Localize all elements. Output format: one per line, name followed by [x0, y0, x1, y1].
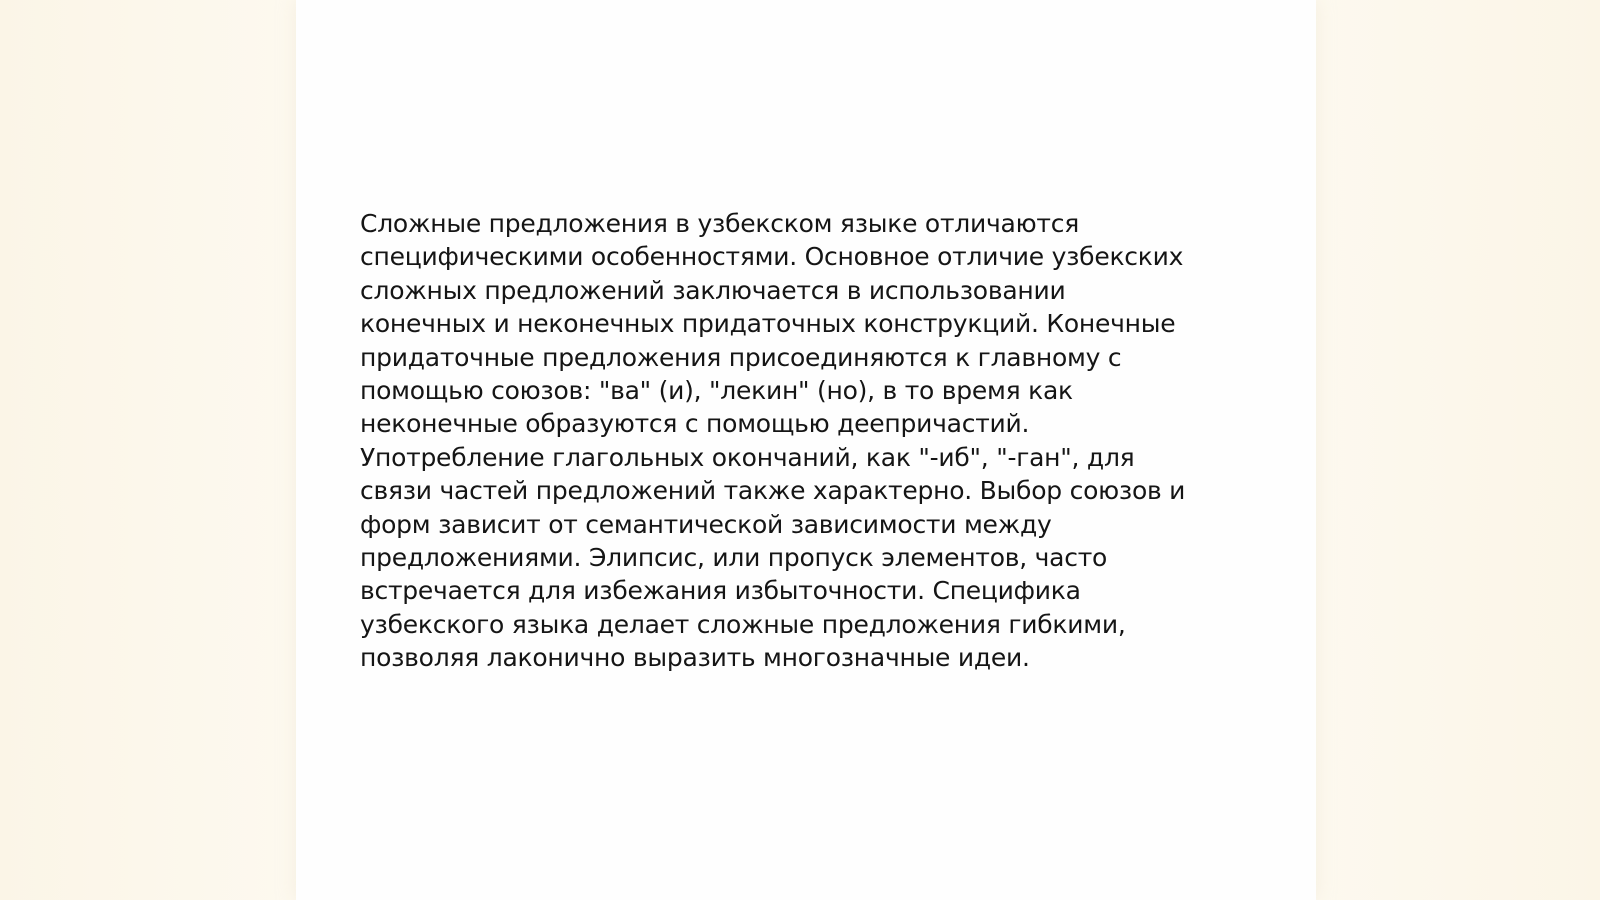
- slide-body-text: Сложные предложения в узбекском языке отличаются специфическими особенностями. Основное отличие узбекских сложных предложений заключается в использовании конечных и неконечных придаточных конструкций. Конечные придаточные предложения присоединяются к главному с помощью союзов: "ва" (и), "лекин" (но), в то время как неконечные образуются с помощью деепричастий. Употребление глагольных окончаний, как "-иб", "-ган", для связи частей предложений также характерно. Выбор союзов и форм зависит от семантической зависимости между предложениями. Элипсис, или пропуск элементов, часто встречается для избежания избыточности. Специфика узбекского языка делает сложные предложения гибкими, позволяя лаконично выразить многозначные идеи.: [360, 209, 1186, 673]
- slide-canvas: [296, 0, 1316, 900]
